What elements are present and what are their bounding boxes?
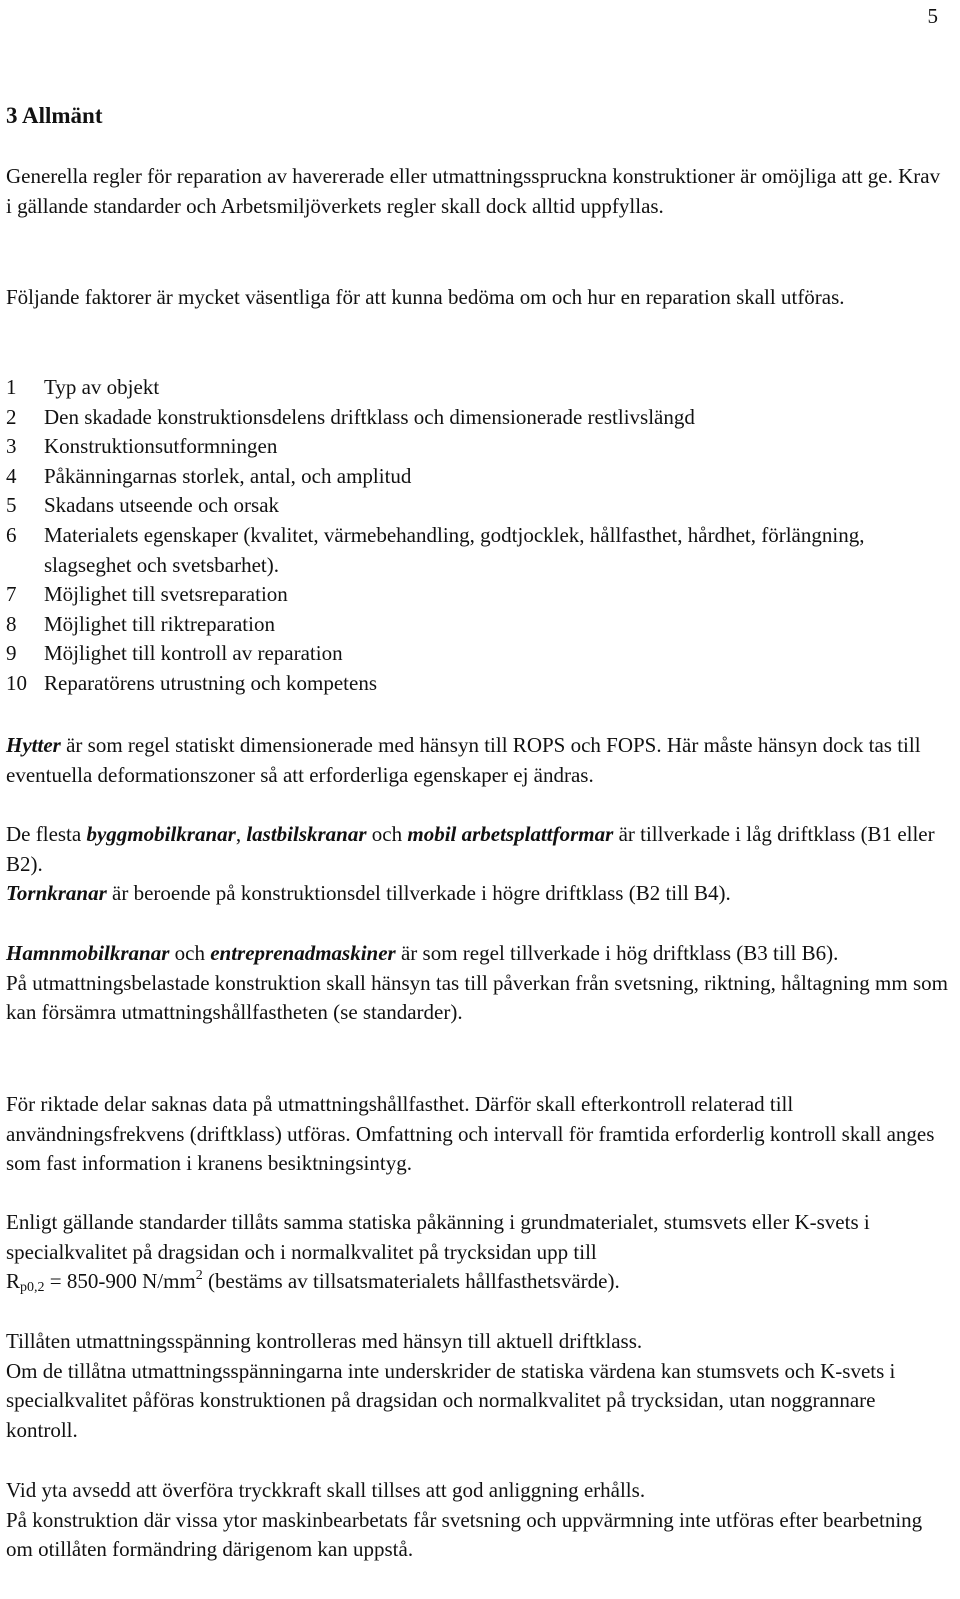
list-item-number: 2	[6, 404, 17, 429]
harbour-cranes-paragraph	[6, 939, 950, 1028]
list-item-text: Möjlighet till svetsreparation	[44, 582, 288, 607]
list-item-text: Materialets egenskaper (kvalitet, värmebehandling, godtjocklek, hållfasthet, hårdhet, förlängning, slagseghet och svetsbarhet).	[44, 522, 865, 577]
list-item-text: Den skadade konstruktionsdelens driftklass och dimensionerade restlivslängd	[44, 404, 695, 429]
intro-paragraph: Generella regler för reparation av havererade eller utmattningsspruckna konstruktioner är omöjliga att ge. Krav i gällande standarder och Arbetsmiljöverkets regler skall dock alltid uppfyllas.	[6, 164, 941, 218]
formula-subscript: p0,2	[20, 1280, 45, 1295]
term-hytter: Hytter	[6, 733, 61, 757]
machined-text: På konstruktion där vissa ytor maskinbearbetats får svetsning och uppvärmning inte utföras efter bearbetning om otillåten formändring därigenom kan uppstå.	[6, 1507, 923, 1561]
formula-value: = 850-900 N/mm	[44, 1269, 196, 1293]
list-item	[6, 580, 950, 610]
fatigue-text: På utmattningsbelastade konstruktion skall hänsyn tas till påverkan från svetsning, riktning, håltagning mm som kan försämra utmattningshållfastheten (se standarder).	[6, 970, 948, 1024]
list-item-number: 3	[6, 434, 17, 459]
page-number: 5	[927, 4, 938, 28]
list-item-text: Skadans utseende och orsak	[44, 493, 280, 518]
list-item-text: Konstruktionsutformningen	[44, 434, 278, 459]
list-item	[6, 432, 950, 462]
list-item	[6, 491, 950, 521]
formula-symbol: R	[6, 1269, 21, 1293]
surface-text: Vid yta avsedd att överföra tryckkraft skall tillses att god anliggning erhålls.	[6, 1478, 646, 1502]
surface-paragraph	[6, 1476, 950, 1565]
list-item-number: 10	[6, 670, 27, 695]
allowed-stress-details: Om de tillåtna utmattningsspänningarna inte underskrider de statiska värdena kan stumsvets och K-svets i specialkvalitet påföras konstruktionen på dragsidan och normalkvalitet på trycksidan, utan noggrannare kontroll.	[6, 1358, 896, 1442]
term-byggmobilkranar: byggmobilkranar	[86, 822, 236, 846]
term-hamnmobilkranar: Hamnmobilkranar	[6, 941, 170, 965]
mobile-cranes-paragraph	[6, 820, 950, 909]
list-item-number: 6	[6, 522, 17, 547]
straightened-parts-paragraph: För riktade delar saknas data på utmattningshållfasthet. Därför skall efterkontroll relaterad till användningsfrekvens (driftklass) utföras. Omfattning och intervall för framtida erforderlig kontroll skall anges som fast information i kranens besiktningsintyg.	[6, 1092, 935, 1175]
list-item-number: 9	[6, 641, 17, 666]
standards-paragraph	[6, 1208, 950, 1297]
cranes-separator: ,	[235, 822, 247, 846]
cranes-prefix: De flesta	[6, 822, 87, 846]
section-title: 3 Allmänt	[6, 103, 103, 128]
harbour-text: är som regel tillverkade i hög driftklass (B3 till B6).	[395, 941, 839, 965]
cranes-text: är tillverkade i låg driftklass (B1 eller B2).	[6, 822, 935, 876]
formula-rest: (bestäms av tillsatsmaterialets hållfasthetsvärde).	[202, 1269, 620, 1293]
standards-text: Enligt gällande standarder tillåts samma statiska påkänning i grundmaterialet, stumsvets eller K-svets i specialkvalitet på dragsidan och i normalkvalitet på trycksidan upp till	[6, 1210, 870, 1264]
list-item-number: 5	[6, 493, 17, 518]
list-item	[6, 373, 950, 403]
allowed-stress-paragraph	[6, 1327, 950, 1445]
list-item	[6, 639, 950, 669]
list-item-text: Reparatörens utrustning och kompetens	[44, 670, 378, 695]
factors-intro: Följande faktorer är mycket väsentliga för att kunna bedöma om och hur en reparation skall utföras.	[6, 285, 845, 309]
harbour-separator: och	[169, 941, 211, 965]
list-item	[6, 669, 950, 699]
list-item	[6, 521, 950, 580]
formula-superscript: 2	[195, 1268, 203, 1283]
list-item-text: Typ av objekt	[44, 375, 160, 399]
list-item-number: 1	[6, 375, 17, 399]
cranes-separator: och	[366, 822, 408, 846]
term-lastbilskranar: lastbilskranar	[246, 822, 367, 846]
list-item-text: Påkänningarnas storlek, antal, och amplitud	[44, 463, 412, 488]
list-item-number: 7	[6, 582, 17, 607]
term-tornkranar: Tornkranar	[6, 881, 107, 905]
list-item	[6, 462, 950, 492]
list-item-number: 8	[6, 611, 17, 636]
factors-list	[6, 373, 950, 699]
tower-cranes-text: är beroende på konstruktionsdel tillverkade i högre driftklass (B2 till B4).	[106, 881, 731, 905]
allowed-stress-text: Tillåten utmattningsspänning kontrolleras med hänsyn till aktuell driftklass.	[6, 1329, 643, 1353]
list-item-text: Möjlighet till kontroll av reparation	[44, 641, 343, 666]
cabins-paragraph	[6, 731, 950, 790]
list-item-text: Möjlighet till riktreparation	[44, 611, 275, 636]
cabins-text: är som regel statiskt dimensionerade med hänsyn till ROPS och FOPS. Här måste hänsyn dock tas till eventuella deformationszoner så att erforderliga egenskaper ej ändras.	[6, 733, 921, 787]
term-mobil-arbetsplattformar: mobil arbetsplattformar	[407, 822, 614, 846]
term-entreprenadmaskiner: entreprenadmaskiner	[210, 941, 396, 965]
list-item	[6, 403, 950, 433]
list-item-number: 4	[6, 463, 17, 488]
list-item	[6, 610, 950, 640]
